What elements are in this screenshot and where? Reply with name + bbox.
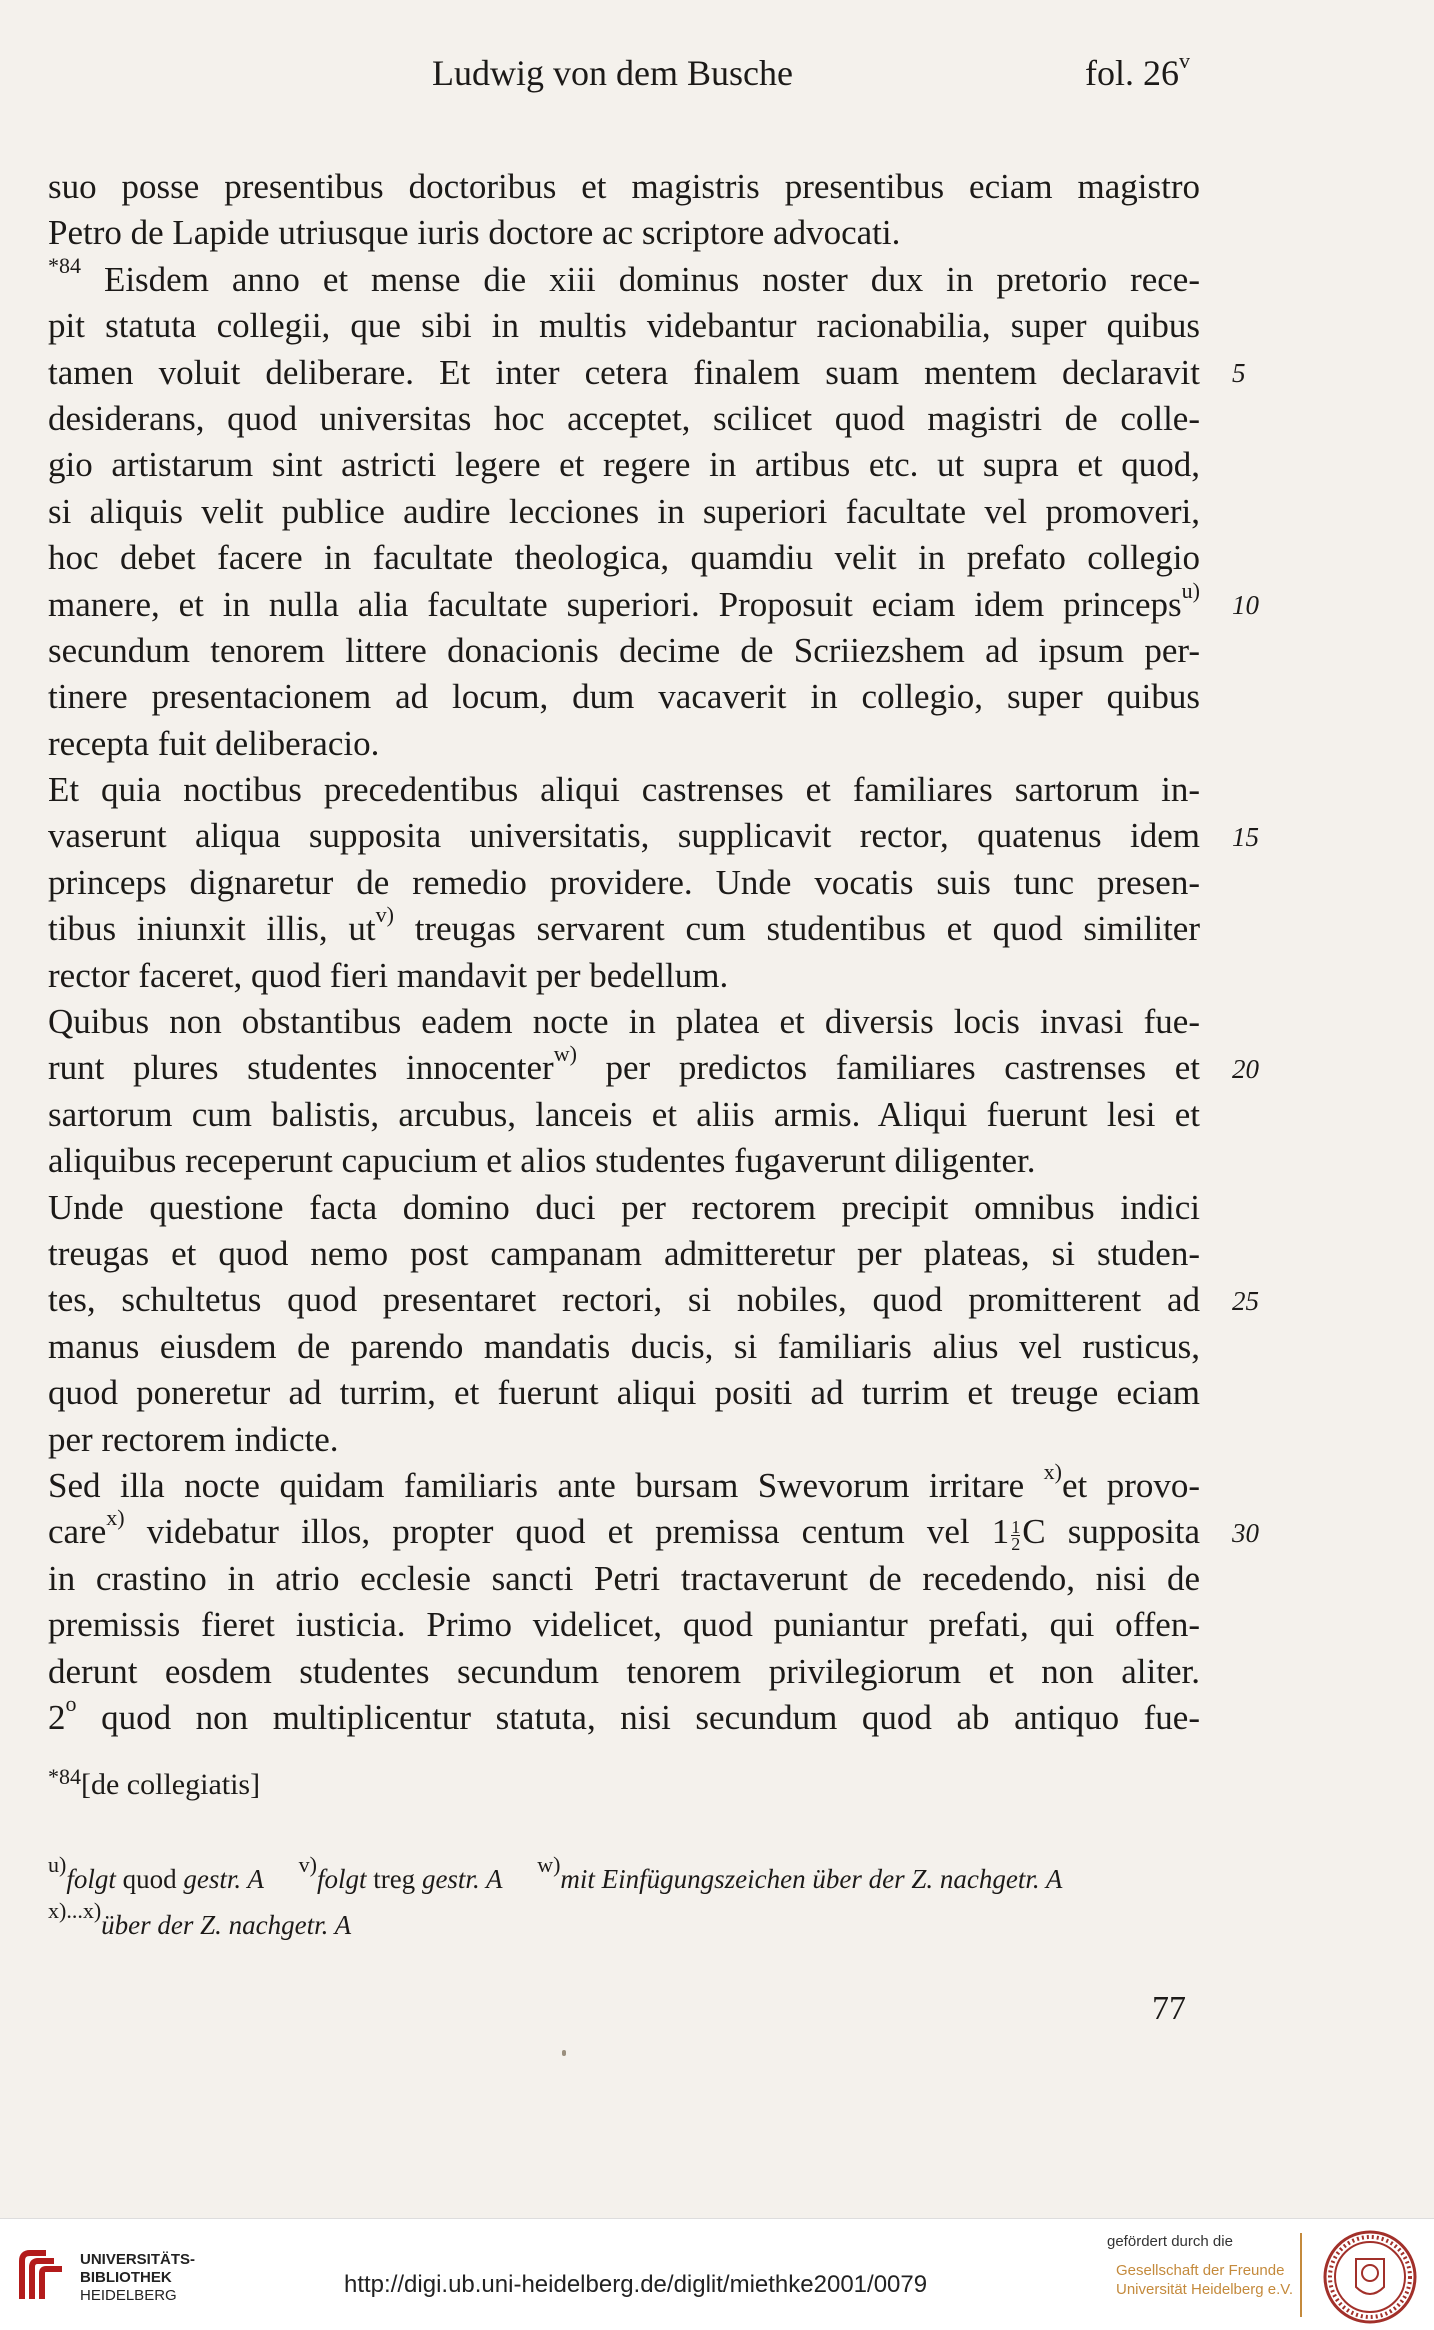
university-seal-icon[interactable] xyxy=(1322,2229,1418,2325)
fraction: $\frac{1}{2}$ xyxy=(1011,1516,1021,1554)
text-line: tes, schultetus quod presentaret rectori, si nobiles, quod promitterent ad xyxy=(48,1280,1200,1320)
apparatus-note: $^{v)}$folgt treg gestr. A xyxy=(298,1852,503,1894)
text-line: manus eiusdem de parendo mandatis ducis, si familiaris alius vel rusticus, xyxy=(48,1326,1200,1366)
text-line: in crastino in atrio ecclesie sancti Petri tractaverunt de recedendo, nisi de xyxy=(48,1558,1200,1598)
ub-wordmark: UNIVERSITÄTS- BIBLIOTHEK HEIDELBERG xyxy=(80,2251,196,2304)
text-line: $^{*84}$ Eisdem anno et mense die xiii dominus noster dux in pretorio rece- xyxy=(48,252,1200,299)
text-line: premissis fieret iusticia. Primo videlicet, quod puniantur prefati, qui offen- xyxy=(48,1605,1200,1645)
running-title: Ludwig von dem Busche xyxy=(432,53,793,93)
main-text xyxy=(48,164,1200,1741)
text-line: vaserunt aliqua supposita universitatis, supplicavit rector, quatenus idem xyxy=(48,816,1200,856)
sponsor-name[interactable]: Gesellschaft der Freunde Universität Heidelberg e.V. xyxy=(1116,2262,1294,2298)
text-line: gio artistarum sint astricti legere et regere in artibus etc. ut supra et quod, xyxy=(48,445,1200,485)
text-line: hoc debet facere in facultate theologica, quamdiu velit in prefato collegio xyxy=(48,538,1200,578)
text-line: Et quia noctibus precedentibus aliqui castrenses et familiares sartorum in- xyxy=(48,770,1200,810)
line-number: 10 xyxy=(1232,589,1259,620)
text-line: secundum tenorem littere donacionis decime de Scriiezshem ad ipsum per- xyxy=(48,630,1200,670)
text-line: per rectorem indicte. xyxy=(48,1419,339,1459)
text-line: sartorum cum balistis, arcubus, lanceis et aliis armis. Aliqui fuerunt lesi et xyxy=(48,1094,1200,1134)
text-line: tibus iniunxit illis, $ut^{v)}$ treugas servarent cum studentibus et quod similiter xyxy=(48,902,1200,949)
text-line: pit statuta collegii, que sibi in multis videbantur racionabilia, super quibus xyxy=(48,306,1200,346)
text-line: si aliquis velit publice audire lecciones in superiori facultate vel promoveri, xyxy=(48,491,1200,531)
text-line: tamen voluit deliberare. Et inter cetera finalem suam mentem declaravit xyxy=(48,352,1200,392)
text-line: suo posse presentibus doctoribus et magistris presentibus eciam magistro xyxy=(48,167,1200,206)
text-line: manere, et in nulla alia facultate superiori. Proposuit eciam idem princeps$^{u)}$ xyxy=(48,577,1200,624)
folio-label: fol. 26$^v$ xyxy=(1085,48,1190,93)
line-number: 30 xyxy=(1232,1517,1259,1548)
text-line: quod poneretur ad turrim, et fuerunt aliqui positi ad turrim et treuge eciam xyxy=(48,1373,1200,1413)
apparatus-note: $^{u)}$folgt quod gestr. A xyxy=(48,1852,264,1894)
permalink-url[interactable]: http://digi.ub.uni-heidelberg.de/diglit/miethke2001/0079 xyxy=(344,2271,928,2298)
page-number: 77 xyxy=(1152,1990,1186,2027)
text-line: aliquibus receperunt capucium et alios studentes fugaverunt diligenter. xyxy=(48,1141,1036,1181)
line-number: 25 xyxy=(1232,1285,1259,1316)
text-line: Sed illa nocte quidam familiaris ante bursam Swevorum irritare $^{x)}$et provo- xyxy=(48,1458,1201,1505)
text-line: Unde questione facta domino duci per rectorem precipit omnibus indici xyxy=(48,1187,1200,1227)
text-line: recepta fuit deliberacio. xyxy=(48,723,380,763)
text-line: Petro de Lapide utriusque iuris doctore ac scriptore advocati. xyxy=(48,213,901,253)
apparatus-note: $^{w)}$mit Einfügungszeichen über der Z. nachgetr. A xyxy=(537,1852,1063,1894)
text-line: care$^{x)}$ videbatur illos, propter quod et premissa centum vel 1 $\frac{1}{2}$ C supposita xyxy=(48,1505,1200,1554)
sidenote: $^{*84}$[de collegiatis] xyxy=(48,1764,261,1801)
sponsor-label: gefördert durch die xyxy=(1107,2233,1233,2250)
text-line: 2$^o$ quod non multiplicentur statuta, nisi secundum quod ab antiquo fue- xyxy=(48,1690,1200,1737)
running-header xyxy=(0,48,1434,102)
scan-speck xyxy=(562,2050,566,2056)
apparatus-note: $^{x)...x)}$über der Z. nachgetr. A xyxy=(48,1898,352,1940)
text-line: rector faceret, quod fieri mandavit per bedellum. xyxy=(48,955,729,995)
text-line: treugas et quod nemo post campanam admitteretur per plateas, si studen- xyxy=(48,1233,1200,1273)
text-line: desiderans, quod universitas hoc acceptet, scilicet quod magistri de colle- xyxy=(48,398,1200,438)
critical-apparatus xyxy=(48,1852,1200,1948)
line-number: 5 xyxy=(1232,357,1246,388)
line-number: 20 xyxy=(1232,1053,1259,1084)
text-line: princeps dignaretur de remedio providere. Unde vocatis suis tunc presen- xyxy=(48,862,1200,902)
digitization-footer xyxy=(0,2218,1434,2330)
text-line: tinere presentacionem ad locum, dum vacaverit in collegio, super quibus xyxy=(48,677,1200,717)
ub-heidelberg-logo-icon[interactable] xyxy=(16,2247,68,2307)
text-line: derunt eosdem studentes secundum tenorem privilegiorum et non aliter. xyxy=(48,1651,1200,1691)
line-number: 15 xyxy=(1232,821,1259,852)
text-line: runt plures studentes innocenter$^{w)}$ per predictos familiares castrenses et xyxy=(48,1041,1200,1088)
footer-divider xyxy=(1300,2233,1302,2317)
text-line: Quibus non obstantibus eadem nocte in platea et diversis locis invasi fue- xyxy=(48,1002,1200,1042)
